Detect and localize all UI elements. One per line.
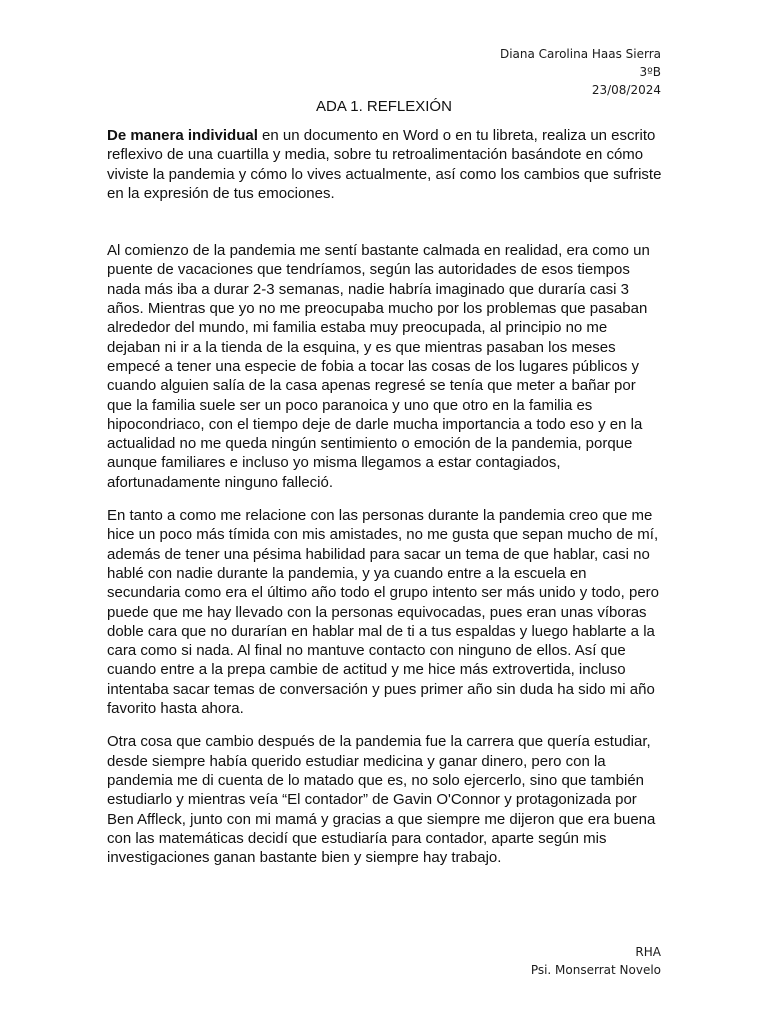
author-group: 3ºB — [639, 65, 661, 79]
author-name: Diana Carolina Haas Sierra — [499, 47, 661, 61]
footer-teacher: Psi. Monserrat Novelo — [530, 963, 661, 977]
reflection-paragraph-2: En tanto a como me relacione con las personas durante la pandemia creo que me hice un poco más tímida con mis amistades, no me gusta que sepan mucho de mí, además de tener una pésima habilidad para sacar un tema de que hablar, casi no hablé con nadie durante la pandemia, y ya cuando entre a la escuela en secundaria como era el último año todo el grupo intento ser más unido y todo, pero puede que me hay llevado con la personas equivocadas, pues eran unas víboras doble cara que no durarían en hablar mal de ti a tus espaldas y luego hablarte a la cara como si nada. Al final no mantuve contacto con ninguno de ellos. Así que cuando entre a la prepa cambie de actitud y me hice más extrovertida, incluso intentaba sacar temas de conversación y pues primer año sin duda ha sido mi año favorito hasta ahora. — [107, 507, 659, 718]
document-title: ADA 1. REFLEXIÓN — [316, 98, 452, 115]
document-date: 23/08/2024 — [591, 83, 661, 97]
footer-initials: RHA — [635, 945, 661, 959]
reflection-paragraph-1: Al comienzo de la pandemia me sentí bastante calmada en realidad, era como un puente de vacaciones que tendríamos, según las autoridades de esos tiempos nada más iba a durar 2-3 semanas, nadie habría imaginado que duraría casi 3 años. Mientras que yo no me preocupaba mucho por los problemas que pasaban alrededor del mundo, mi familia estaba muy preocupada, al principio no me dejaban ni ir a la tienda de la esquina, y es que mientras pasaban los meses empecé a tener una especie de fobia a tocar las cosas de los lugares públicos y cuando alguien salía de la casa apenas regresé se tenía que meter a bañar por que la familia suele ser un poco paranoica y uno que otro en la familia es hipocondriaco, con el tiempo deje de darle mucha importancia a todo eso y en la actualidad no me queda ningún sentimiento o emoción de la pandemia, porque aunque familiares e incluso yo misma llegamos a estar contagiados, afortunadamente ninguno falleció. — [107, 242, 650, 491]
reflection-paragraph-3: Otra cosa que cambio después de la pandemia fue la carrera que quería estudiar, desde siempre había querido estudiar medicina y ganar dinero, pero con la pandemia me di cuenta de lo matado que es, no solo ejercerlo, sino que también estudiarlo y mientras veía “El contador” de Gavin O'Connor y protagonizada por Ben Affleck, junto con mi mamá y gracias a que siempre me dijeron que era buena con las matemáticas decidí que estudiaría para contador, aparte según mis investigaciones ganan bastante bien y siempre hay trabajo. — [107, 733, 656, 867]
instructions-bold-lead: De manera individual — [107, 127, 258, 144]
document-footer — [531, 943, 661, 979]
document-header — [500, 45, 661, 99]
assignment-instructions — [107, 126, 663, 203]
instructions-text: en un documento en Word o en tu libreta, realiza un escrito reflexivo de una cuartilla y media, sobre tu retroalimentación basándote en cómo viviste la pandemia y cómo lo vives actualmente, así como los cambios que sufriste en la expresión de tus emociones. — [107, 127, 662, 202]
document-body — [107, 126, 663, 881]
